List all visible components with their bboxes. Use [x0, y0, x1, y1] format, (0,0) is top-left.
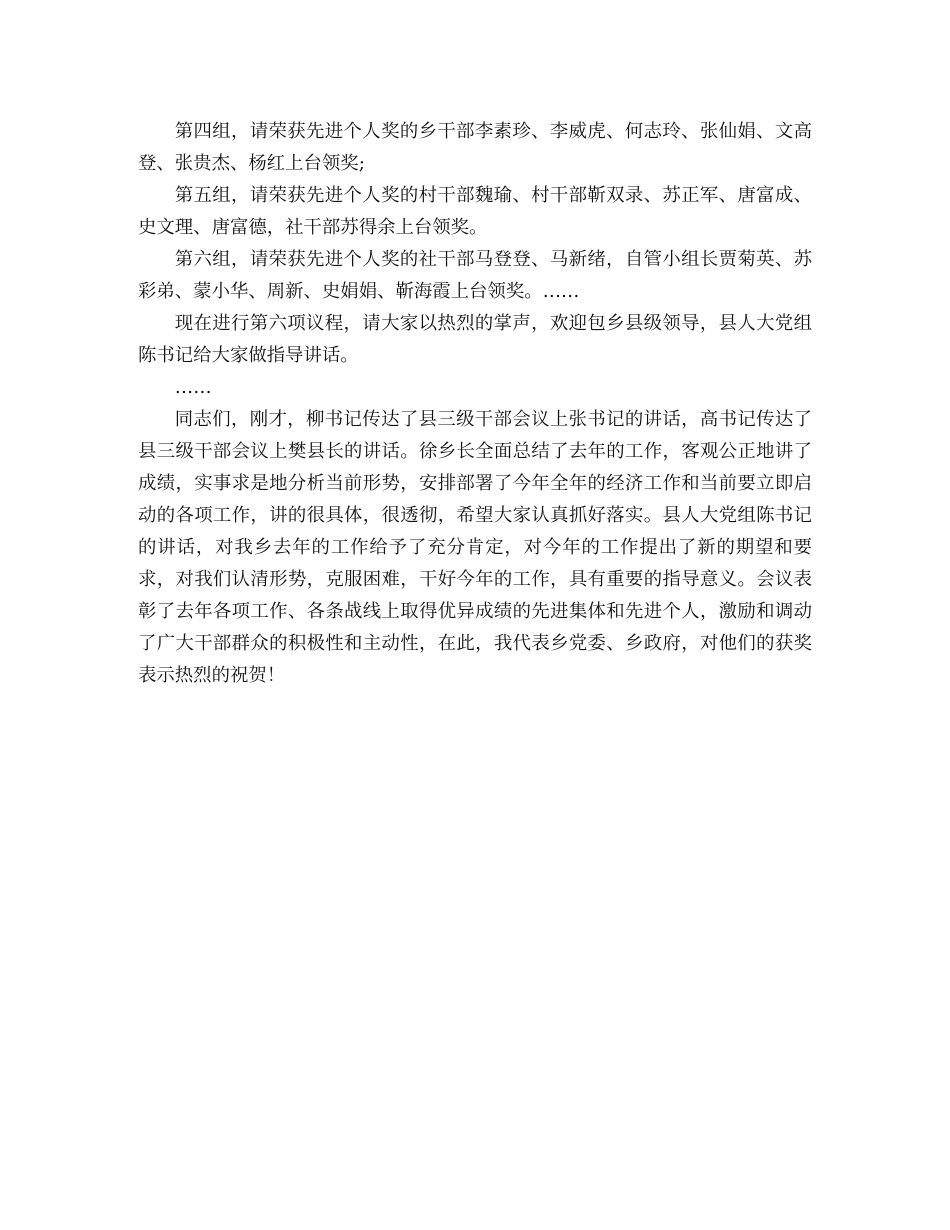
paragraph-ellipsis: ……: [174, 377, 212, 398]
document-body: [138, 116, 812, 692]
paragraph-group-four: 第四组，请荣获先进个人奖的乡干部李素珍、李威虎、何志玲、张仙娟、文高登、张贵杰、杨红上台领奖;: [138, 121, 812, 174]
paragraph-group-six: 第六组，请荣获先进个人奖的社干部马登登、马新绪，自管小组长贾菊英、苏彩弟、蒙小华、周新、史娟娟、靳海霞上台领奖。……: [138, 249, 812, 302]
paragraph-group-five: 第五组，请荣获先进个人奖的村干部魏瑜、村干部靳双录、苏正军、唐富成、史文理、唐富德，社干部苏得余上台领奖。: [138, 185, 812, 238]
paragraph-agenda-six: 现在进行第六项议程，请大家以热烈的掌声，欢迎包乡县级领导，县人大党组陈书记给大家做指导讲话。: [138, 313, 812, 366]
paragraph-closing-speech: 同志们，刚才，柳书记传达了县三级干部会议上张书记的讲话，高书记传达了县三级干部会议上樊县长的讲话。徐乡长全面总结了去年的工作，客观公正地讲了成绩，实事求是地分析当前形势，安排部署了今年全年的经济工作和当前要立即启动的各项工作，讲的很具体，很透彻，希望大家认真抓好落实。县人大党组陈书记的讲话，对我乡去年的工作给予了充分肯定，对今年的工作提出了新的期望和要求，对我们认清形势，克服困难，干好今年的工作，具有重要的指导意义。会议表彰了去年各项工作、各条战线上取得优异成绩的先进集体和先进个人，激励和调动了广大干部群众的积极性和主动性，在此，我代表乡党委、乡政府，对他们的获奖表示热烈的祝贺！: [138, 409, 812, 686]
